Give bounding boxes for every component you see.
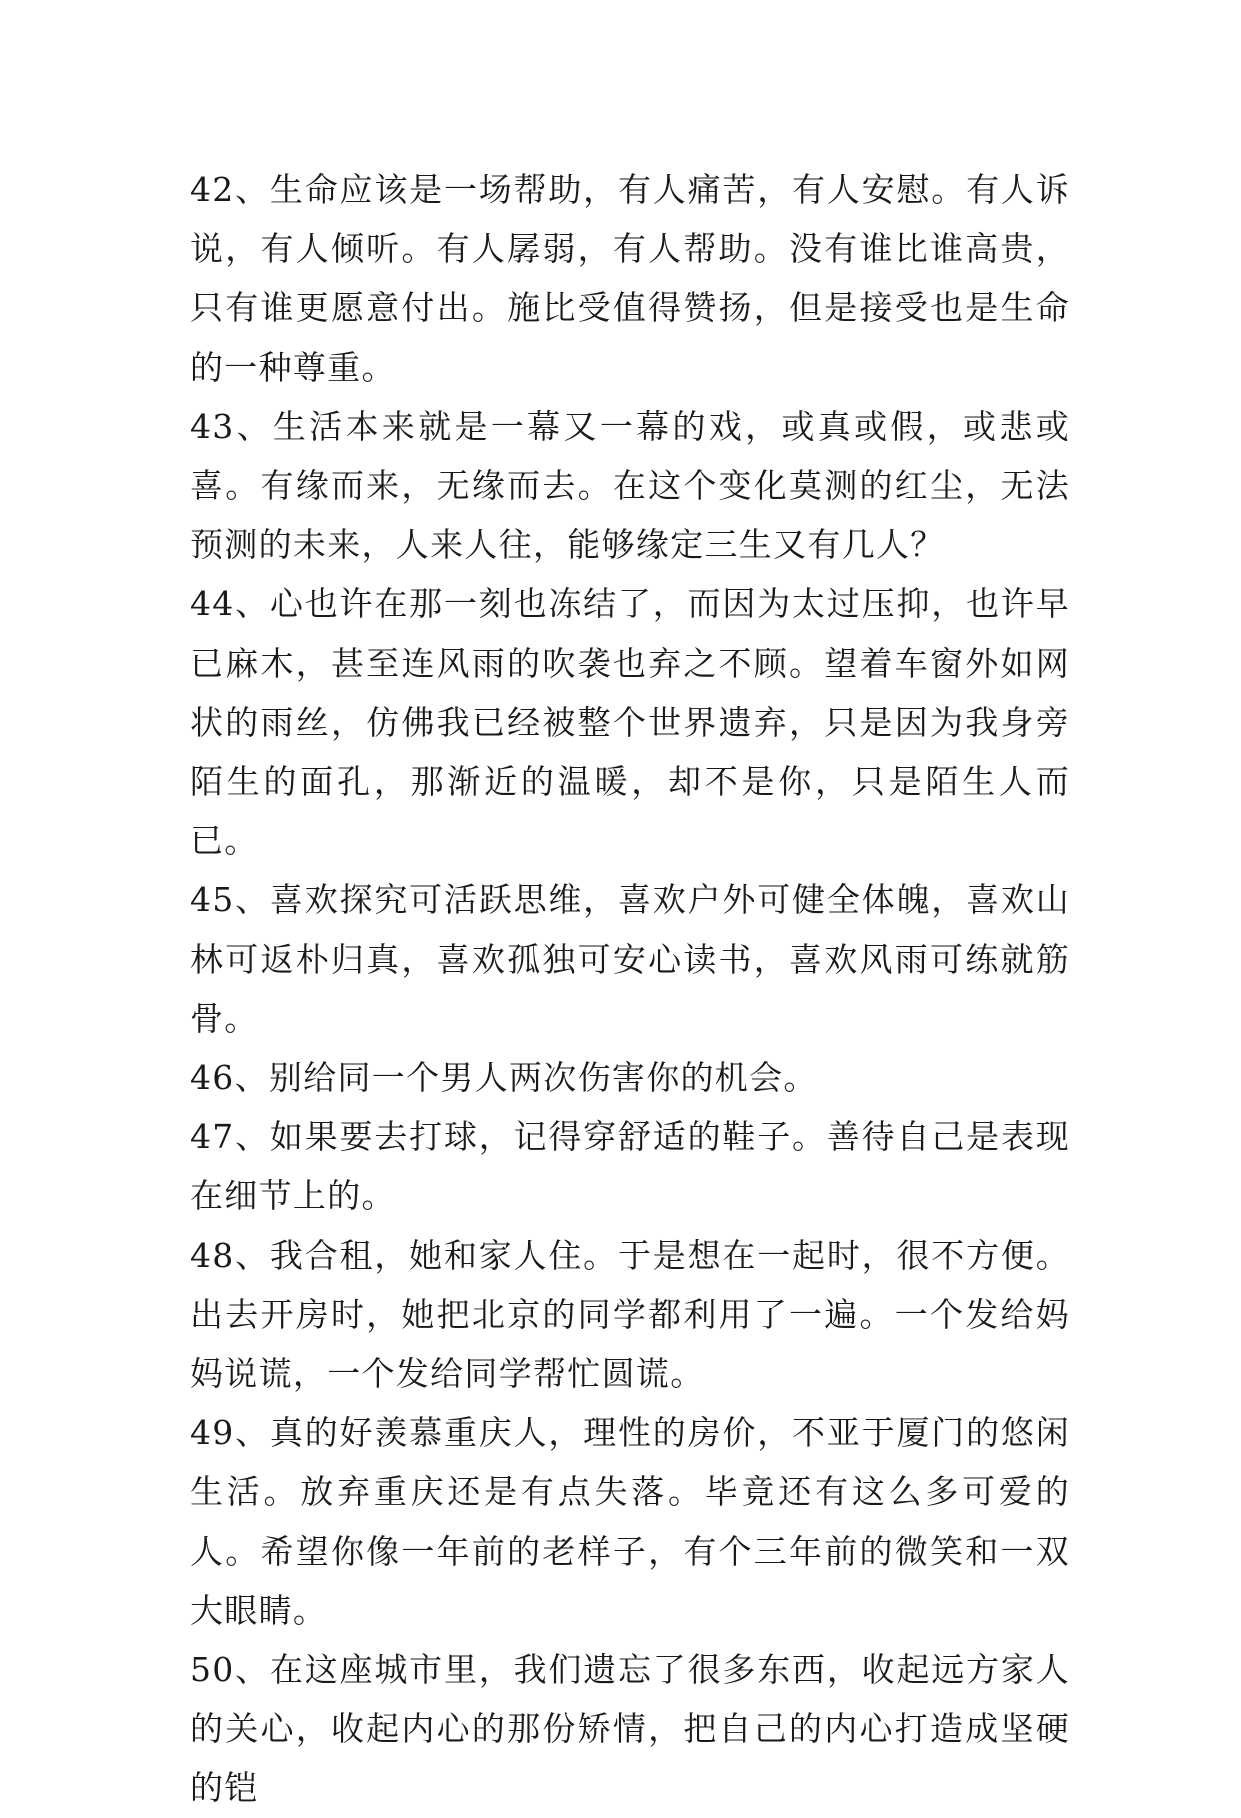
paragraph-48: 48、我合租，她和家人住。于是想在一起时，很不方便。出去开房时，她把北京的同学都利用了一遍。一个发给妈妈说谎，一个发给同学帮忙圆谎。 — [190, 1235, 1070, 1394]
paragraph-47: 47、如果要去打球，记得穿舒适的鞋子。善待自己是表现在细节上的。 — [190, 1117, 1070, 1216]
paragraph-44: 44、心也许在那一刻也冻结了，而因为太过压抑，也许早已麻木，甚至连风雨的吹袭也弃之不顾。望着车窗外如网状的雨丝，仿佛我已经被整个世界遗弃，只是因为我身旁陌生的面孔，那渐近的温暖，却不是你，只是陌生人而已。 — [190, 584, 1070, 861]
paragraph-43: 43、生活本来就是一幕又一幕的戏，或真或假，或悲或喜。有缘而来，无缘而去。在这个变化莫测的红尘，无法预测的未来，人来人往，能够缘定三生又有几人？ — [190, 406, 1070, 565]
document-body — [190, 160, 1070, 1818]
paragraph-46: 46、别给同一个男人两次伤害你的机会。 — [190, 1058, 818, 1098]
paragraph-45: 45、喜欢探究可活跃思维，喜欢户外可健全体魄，喜欢山林可返朴归真，喜欢孤独可安心读书，喜欢风雨可练就筋骨。 — [190, 880, 1070, 1038]
paragraph-49: 49、真的好羡慕重庆人，理性的房价，不亚于厦门的悠闲生活。放弃重庆还是有点失落。毕竟还有这么多可爱的人。希望你像一年前的老样子，有个三年前的微笑和一双大眼睛。 — [190, 1413, 1070, 1630]
paragraph-50: 50、在这座城市里，我们遗忘了很多东西，收起远方家人的关心，收起内心的那份矫情，把自己的内心打造成坚硬的铠 — [190, 1650, 1070, 1808]
paragraph-42: 42、生命应该是一场帮助，有人痛苦，有人安慰。有人诉说，有人倾听。有人孱弱，有人帮助。没有谁比谁高贵，只有谁更愿意付出。施比受值得赞扬，但是接受也是生命的一种尊重。 — [190, 170, 1070, 387]
